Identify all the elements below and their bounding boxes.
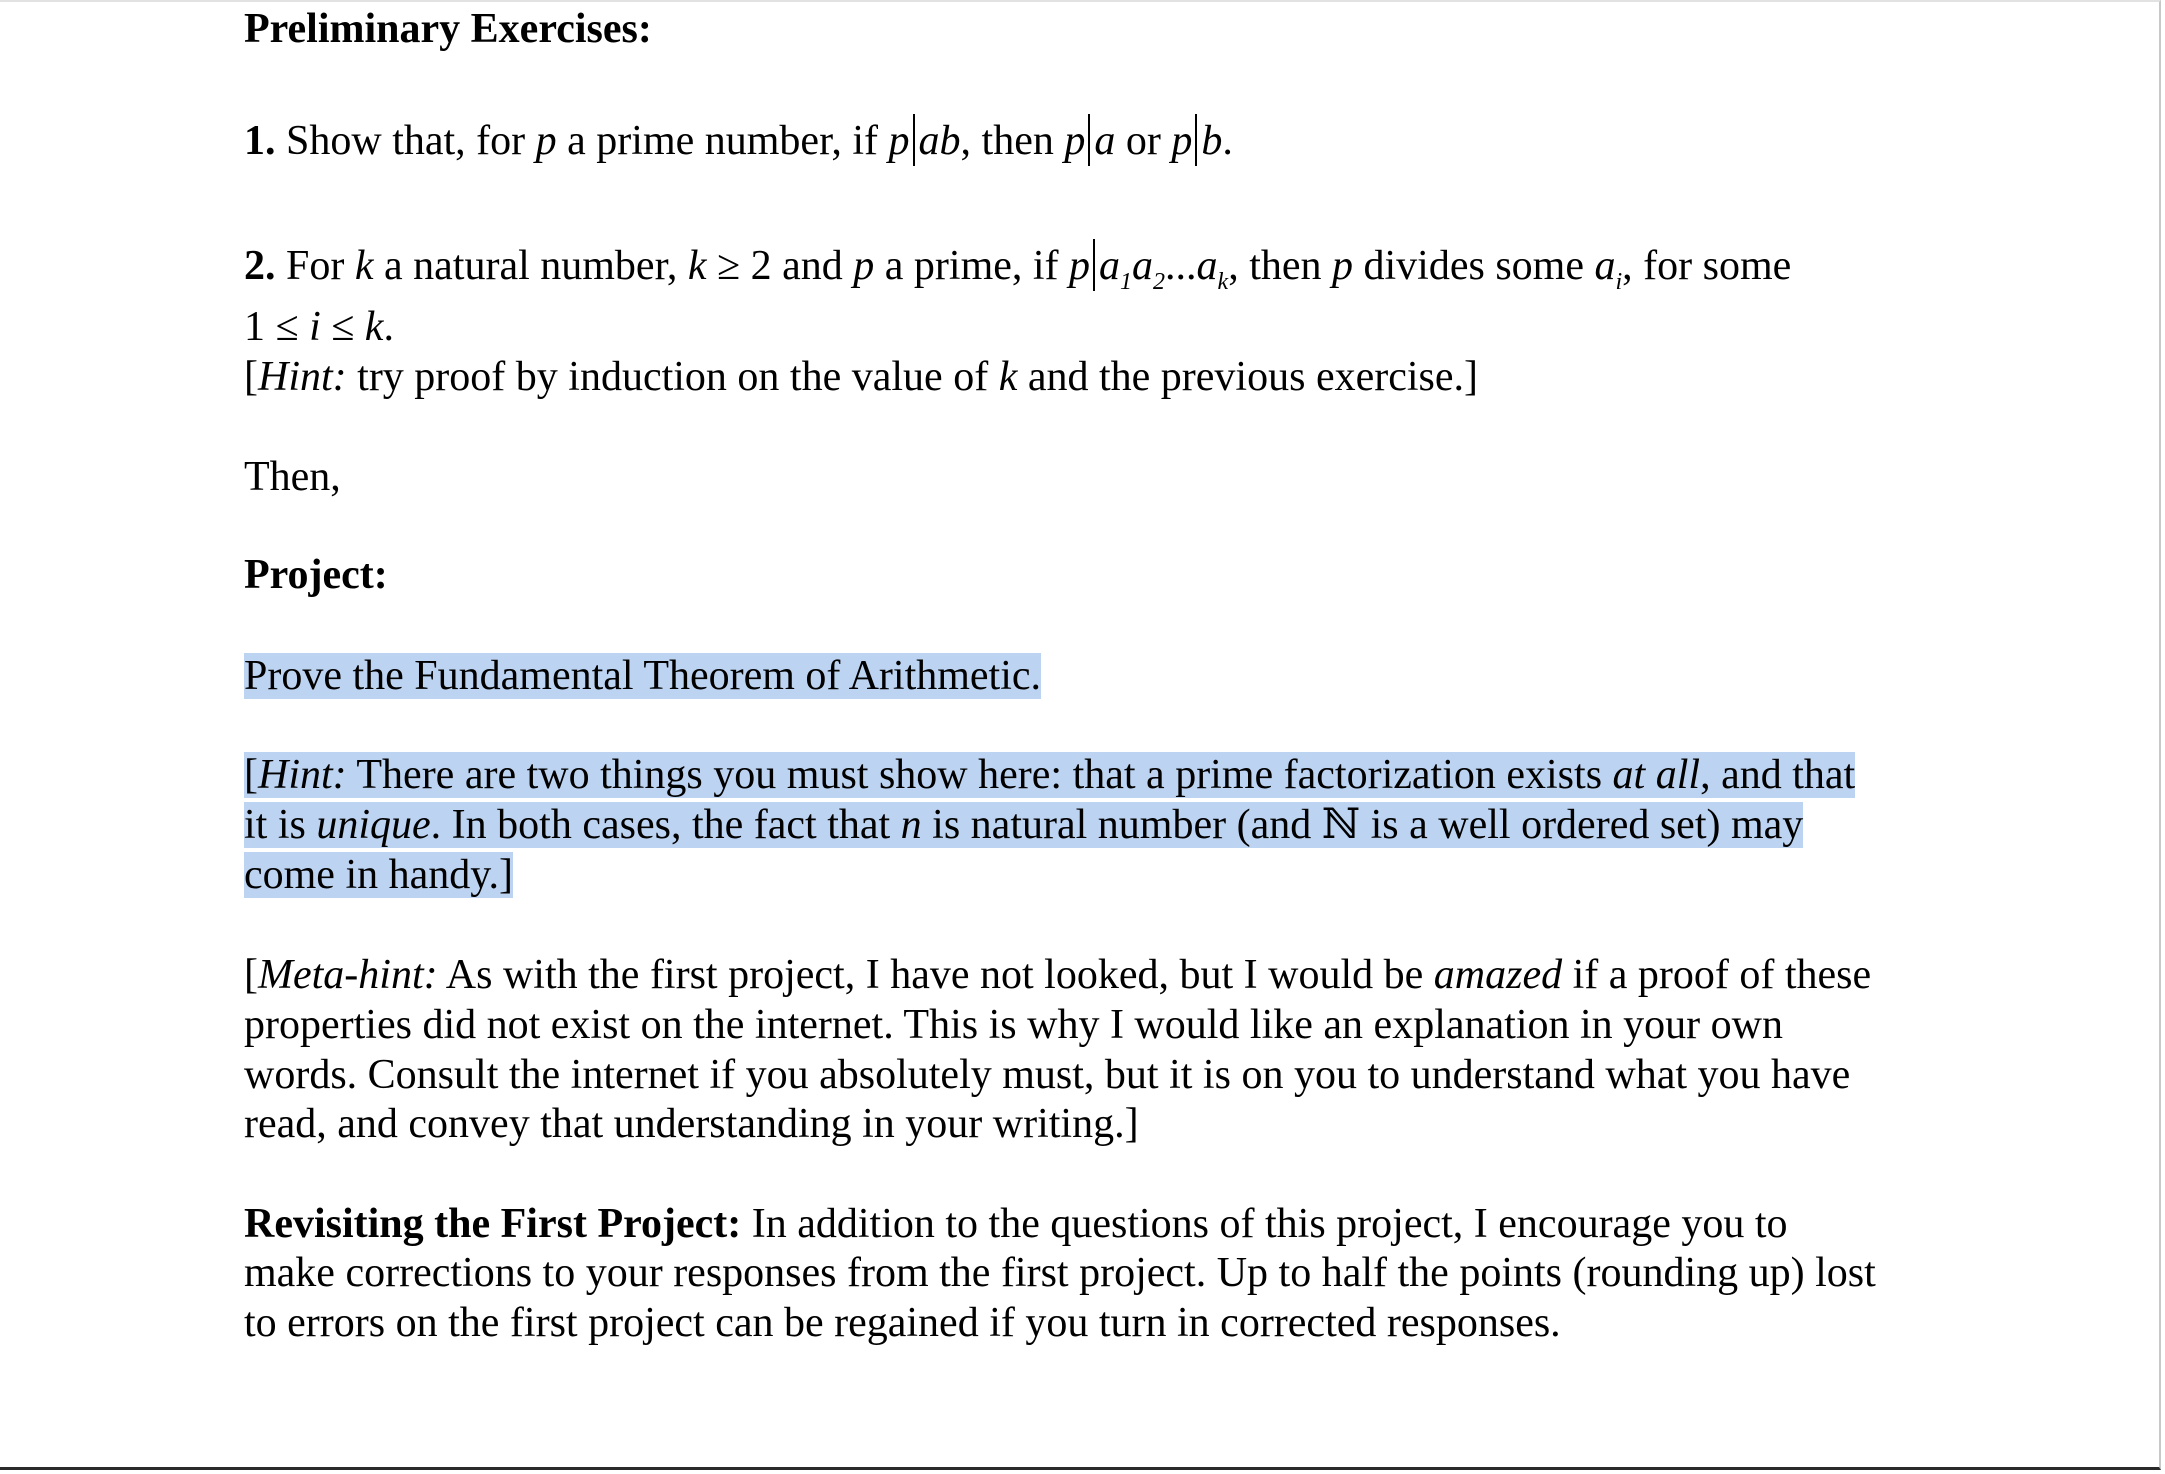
meta-hint-line-2: properties did not exist on the internet. This is why I would like an explanation in your own (244, 1002, 1783, 1048)
naturals-symbol: ℕ (1321, 802, 1361, 848)
revisiting-heading: Revisiting the First Project: (244, 1201, 742, 1247)
selected-text[interactable]: Prove the Fundamental Theorem of Arithmetic. (244, 653, 1042, 699)
exercise-1: 1. Show that, for p a prime number, if p ab, then p a or p b. (244, 114, 1233, 166)
product-divides-expression: p $a_1a_2...a_k$ (1069, 243, 1228, 289)
revisiting-line-3: to errors on the first project can be regained if you turn in corrected responses. (244, 1300, 1561, 1346)
a-sub-i-expression: $a_i$ (1594, 243, 1623, 295)
meta-hint-line-3: words. Consult the internet if you absolutely must, but it is on you to understand what you have (244, 1052, 1851, 1098)
meta-hint-line-1: [Meta-hint: As with the first project, I have not looked, but I would be amazed if a proof of these (244, 952, 1872, 998)
divides-expression-1: p ab (889, 118, 961, 164)
exercise-2-number: 2. (244, 243, 276, 289)
divides-expression-2: p a (1064, 118, 1115, 164)
revisiting-line-2: make corrections to your responses from the first project. Up to half the points (rounding up) lost (244, 1250, 1876, 1296)
project-heading: Project: (244, 552, 388, 598)
hint-label: Hint: (258, 752, 347, 798)
revisiting-line-1: Revisiting the First Project: In addition to the questions of this project, I encourage you to (244, 1201, 1788, 1247)
exercise-2: 2. For k a natural number, k ≥ 2 and p a prime, if p $a_1a_2...a_k$, then p divides some $a_i$, for some (244, 239, 1791, 291)
then-text: Then, (244, 454, 341, 500)
hint-label: Hint: (258, 354, 347, 400)
exercise-1-number: 1. (244, 118, 276, 164)
preliminary-heading: Preliminary Exercises: (244, 6, 652, 52)
project-hint-line-1: [Hint: There are two things you must show here: that a prime factorization exists at all, and that (244, 752, 1856, 798)
meta-hint-line-4: read, and convey that understanding in your writing.] (244, 1101, 1139, 1147)
divides-expression-3: p b (1171, 118, 1222, 164)
k-geq-expression: k ≥ 2 (687, 243, 772, 289)
exercise-2-hint: [Hint: try proof by induction on the value of k and the previous exercise.] (244, 354, 1478, 400)
project-hint-line-3: come in handy.] (244, 852, 514, 898)
index-range-expression: 1 ≤ i ≤ k. (244, 304, 394, 350)
project-hint-line-2: it is unique. In both cases, the fact that n is natural number (and ℕ is a well ordered set) may (244, 802, 1804, 848)
project-statement (244, 651, 1041, 701)
exercise-2-range (244, 302, 394, 352)
meta-hint-label: Meta-hint: (258, 952, 438, 998)
